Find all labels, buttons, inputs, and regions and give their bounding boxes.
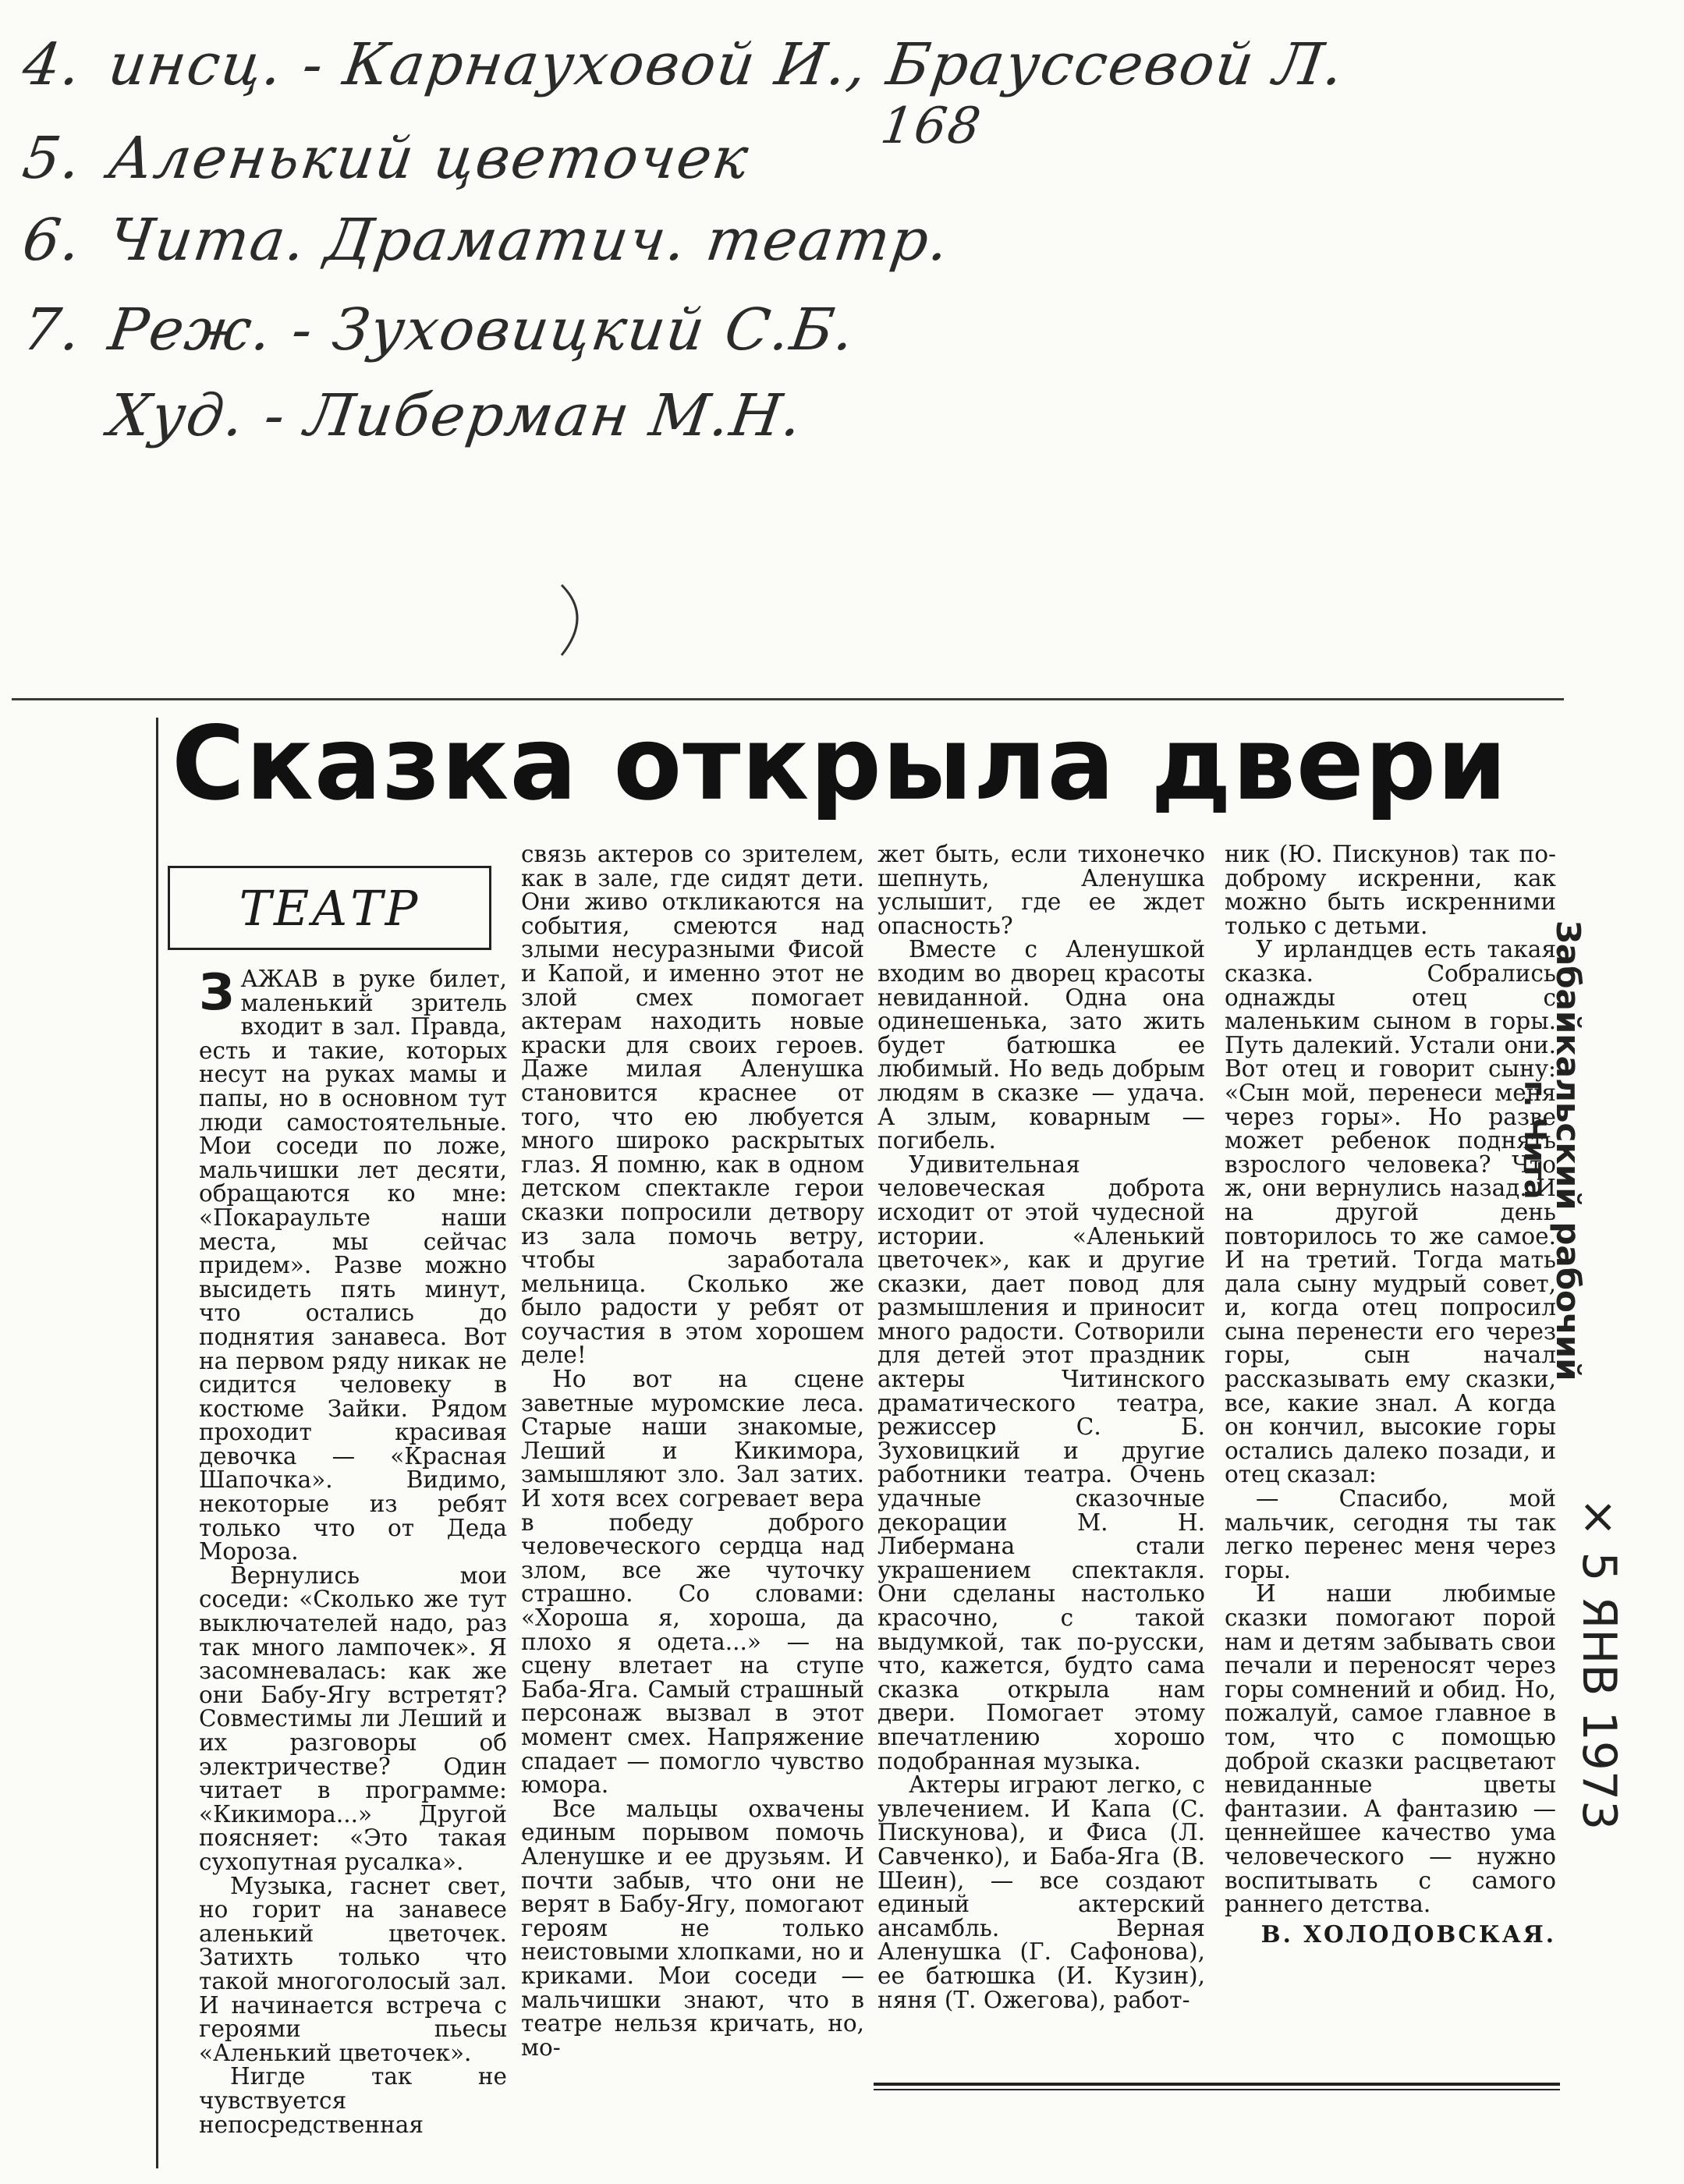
paragraph: У ирландцев есть такая сказка. Собрались однажды отец с маленьким сыном в горы. Путь далекий. Устали они. Вот отец и говорит сыну: «Сын мой, перенеси меня через горы». Но разве может ребенок поднять взрослого человека? Что ж, они вернулись назад. И на другой день повторилось то же самое. И на третий. Тогда мать дала сыну мудрый совет, и, когда отец попросил сына перенести его через горы, сын начал рассказывать ему сказки, все, какие знал. А когда он кончил, высокие горы остались далеко позади, и отец сказал: [1225,936,1556,1488]
article-column-2 [521,842,864,2059]
paragraph [199,964,507,1565]
article-column-3 [877,842,1205,2012]
paragraph: жет быть, если тихонечко шепнуть, Аленушка услышит, где ее ждет опасность? [877,841,1205,939]
article-column-4 [1225,842,1556,1946]
paragraph: Музыка, гаснет свет, но горит на занавесе аленький цветочек. Затихть только что такой многоголосый зал. И начинается встреча с героями пьесы «Аленький цветочек». [199,1872,507,2066]
drop-cap: З [199,964,235,1022]
handwritten-line-7 [19,296,860,363]
rubric-box [168,866,491,950]
date-stamp: × 5 ЯНВ 1973 [1572,1498,1626,1831]
paragraph: Нигде так не чувствуется непосредственная [199,2063,507,2138]
handwritten-text: Реж. - Зуховицкий С.Б. [104,296,860,363]
line-number: 6. [18,207,87,274]
newspaper-name: Забайкальский рабочий [1549,920,1587,1381]
line-number: 4. [18,31,87,98]
paragraph: Удивительная человеческая доброта исходит от этой чудесной истории. «Аленький цветочек», как и другие сказки, дает повод для размышления и приносит много радости. Сотворили для детей этот праздник актеры Читинского драматического театра, режиссер С. Б. Зуховицкий и другие работники театра. Очень удачные сказочные декорации М. Н. Либермана стали украшением спектакля. Они сделаны настолько красочно, с такой выдумкой, так по-русски, что, кажется, будто сама сказка открыла нам двери. Помогает этому впечатлению хорошо подобранная музыка. [877,1150,1205,1774]
paragraph: — Спасибо, мой мальчик, сегодня ты так легко перенес меня через горы. [1225,1485,1556,1583]
bottom-rule [874,2083,1560,2086]
handwritten-line-8 [105,382,807,449]
clipping-left-edge [156,718,158,2168]
paragraph: Но вот на сцене заветные муромские леса. Старые наши знакомые, Леший и Кикимора, замышляют зло. Зал затих. И хотя всех согревает вера в победу доброго человеческого сердца над злом, все же чуточку страшно. Со словами: «Хороша я, хороша, да плохо я одета...» — на сцену влетает на ступе Баба-Яга. Самый страшный персонаж вызвал в этот момент смех. Напряжение спадает — помогло чувство юмора. [521,1366,864,1799]
handwritten-text: инсц. - Карнауховой И., Брауссевой Л. [104,31,1349,98]
paragraph: Актеры играют легко, с увлечением. И Капа (С. Пискунова), и Фиса (Л. Савченко), и Баба-Яга (В. Шеин), — все создают единый актерский ансамбль. Верная Аленушка (Г. Сафонова), ее батюшка (И. Кузин), няня (Т. Ожегова), работ- [877,1771,1205,2013]
bottom-rule-thin [874,2089,1560,2090]
paragraph: ник (Ю. Пискунов) так по-доброму искренни, как можно быть искренними только с детьми. [1225,841,1556,939]
rubric-label: ТЕАТР [239,879,420,937]
handwritten-line-4 [19,31,1349,98]
article-title: Сказка открыла двери [172,704,1508,824]
newspaper-city: г. Чита [1518,1080,1552,1200]
paragraph-text: АЖАВ в руке билет, маленький зритель входит в зал. Правда, есть и такие, которых несут на руках мамы и папы, но в основном тут люди самостоятельные. Мои соседи по ложе, мальчишки лет десяти, обращаются ко мне: «Покараульте наши места, мы сейчас придем». Разве можно высидеть пять минут, что остались до поднятия занавеса. Вот на первом ряду никак не сидится человеку в костюме Зайки. Рядом проходит красивая девочка — «Красная Шапочка». Видимо, некоторые из ребят только что от Деда Мороза. [199,966,507,1565]
author-signature: В. ХОЛОДОВСКАЯ. [1260,1920,1556,1948]
handwritten-text: Худ. - Либерман М.Н. [104,382,807,449]
handwritten-line-6 [19,207,954,274]
paragraph: Все мальцы охвачены единым порывом помочь Аленушке и ее друзьям. И почти забыв, что они не верят в Бабу-Ягу, помогают героям не только неистовыми хлопками, но и криками. Мои соседи — мальчишки знают, что в театре нельзя кричать, но, мо- [521,1795,864,2061]
line-number: 7. [18,296,87,363]
pen-mark-icon [546,577,601,663]
paragraph: И наши любимые сказки помогают порой нам и детям забывать свои печали и переносят через горы сомнений и обид. Но, пожалуй, самое главное в том, что с помощью доброй сказки расцветают невиданные цветы фантазии. А фантазию — ценнейшее качество ума человеческого — нужно воспитывать с самого раннего детства. [1225,1580,1556,1918]
paragraph: связь актеров со зрителем, как в зале, где сидят дети. Они живо откликаются на события, смеются над злыми несуразными Фисой и Капой, и именно этот не злой смех помогает актерам находить новые краски для своих героев. Даже милая Аленушка становится краснее от того, что ею любуется много широко раскрытых глаз. Я помню, как в одном детском спектакле герои сказки попросили детвору из зала помочь ветру, чтобы заработала мельница. Сколько же было радости у ребят от соучастия в этом хорошем деле! [521,841,864,1369]
handwritten-line-5 [19,125,753,192]
article-column-1 [199,964,507,2138]
paragraph: Вместе с Аленушкой входим во дворец красоты невиданной. Одна она одинешенька, зато жить будет батюшка ее любимый. Но ведь добрым людям в сказке — удача. А злым, коварным — погибель. [877,936,1205,1154]
handwritten-text: Аленький цветочек [104,125,754,192]
line-number: 5. [18,125,87,192]
handwritten-text: Чита. Драматич. театр. [104,207,955,274]
paragraph: Вернулись мои соседи: «Сколько же тут выключателей надо, раз так много лампочек». Я засомневалась: как же они Бабу-Ягу встретят? Совместимы ли Леший и их разговоры об электричестве? Один читает в программе: «Кикимора...» Другой поясняет: «Это такая сухопутная русалка». [199,1562,507,1875]
handwritten-page-number: 168 [877,98,986,155]
